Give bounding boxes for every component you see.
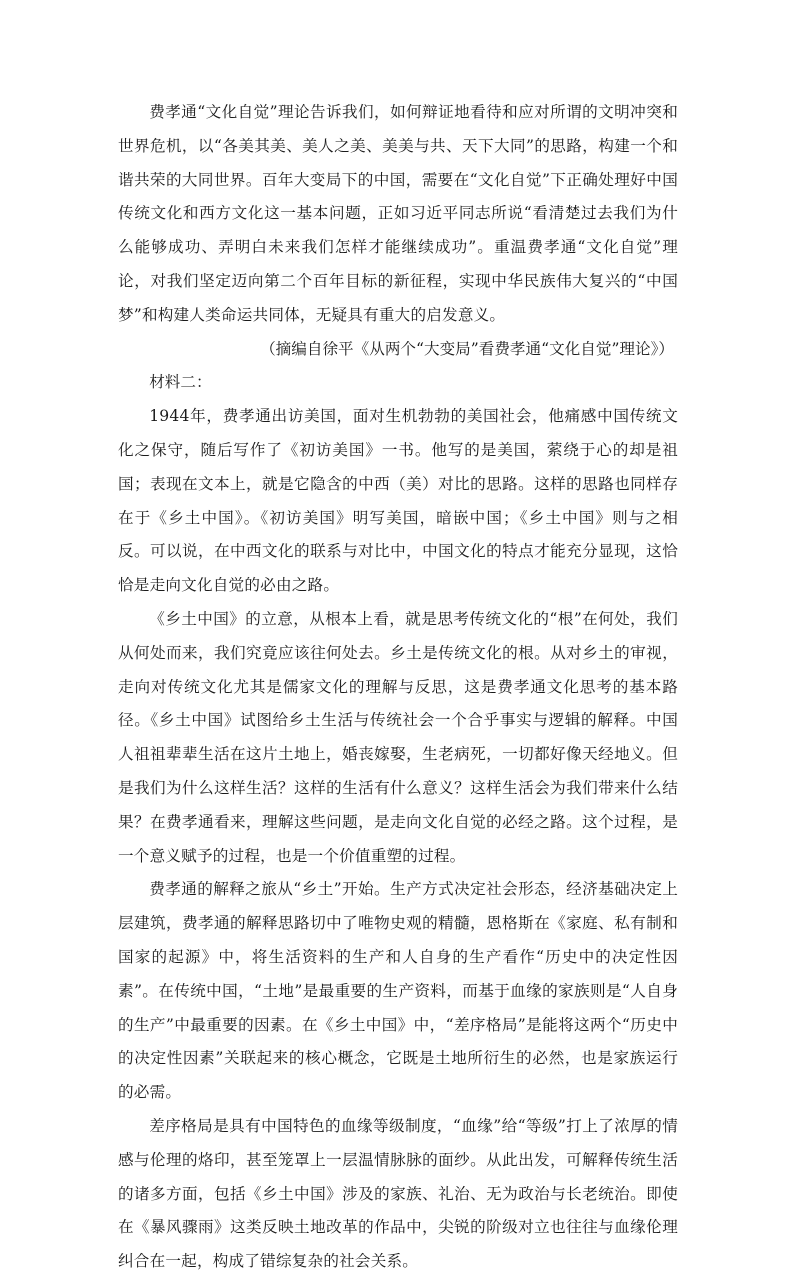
material-2-heading: 材料二： [149,373,212,392]
document-page [118,96,678,1279]
paragraph-3: 《乡土中国》的立意，从根本上看，就是思考传统文化的“根”在何处，我们从何处而来，我们究竟应该往何处去。乡土是传统文化的根。从对乡土的审视，走向对传统文化尤其是儒家文化的理解与反思，这是费孝通文化思考的基本路径。《乡土中国》试图给乡土生活与传统社会一个合乎事实与逻辑的解释。中国人祖祖辈辈生活在这片土地上，婚丧嫁娶，生老病死，一切都好像天经地义。但是我们为什么这样生活？这样的生活有什么意义？这样生活会为我们带来什么结果？在费孝通看来，理解这些问题，是走向文化自觉的必经之路。这个过程，是一个意义赋予的过程，也是一个价值重塑的过程。 [118,609,678,865]
paragraph-5: 差序格局是具有中国特色的血缘等级制度，“血缘”给“等级”打上了浓厚的情感与伦理的烙印，甚至笼罩上一层温情脉脉的面纱。从此出发，可解释传统生活的诸多方面，包括《乡土中国》涉及的家族、礼治、无为政治与长老统治。即使在《暴风骤雨》这类反映土地改革的作品中，尖锐的阶级对立也往往与血缘伦理纠合在一起，构成了错综复杂的社会关系。 [118,1116,678,1271]
paragraph-4: 费孝通的解释之旅从“乡土”开始。生产方式决定社会形态，经济基础决定上层建筑，费孝通的解释思路切中了唯物史观的精髓，恩格斯在《家庭、私有制和国家的起源》中，将生活资料的生产和人自身的生产看作“历史中的决定性因素”。在传统中国，“土地”是最重要的生产资料，而基于血缘的家族则是“人自身的生产”中最重要的因素。在《乡土中国》中，“差序格局”是能将这两个“历史中的决定性因素”关联起来的核心概念，它既是土地所衍生的必然，也是家族运行的必需。 [118,880,678,1102]
paragraph-1: 费孝通“文化自觉”理论告诉我们，如何辩证地看待和应对所谓的文明冲突和世界危机，以“各美其美、美人之美、美美与共、天下大同”的思路，构建一个和谐共荣的大同世界。百年大变局下的中国，需要在“文化自觉”下正确处理好中国传统文化和西方文化这一基本问题，正如习近平同志所说“看清楚过去我们为什么能够成功、弄明白未来我们怎样才能继续成功”。重温费孝通“文化自觉”理论，对我们坚定迈向第二个百年目标的新征程，实现中华民族伟大复兴的“中国梦”和构建人类命运共同体，无疑具有重大的启发意义。 [118,103,678,324]
paragraph-2: 1944年，费孝通出访美国，面对生机勃勃的美国社会，他痛感中国传统文化之保守，随后写作了《初访美国》一书。他写的是美国，萦绕于心的却是祖国；表现在文本上，就是它隐含的中西（美）对比的思路。这样的思路也同样存在于《乡土中国》。《初访美国》明写美国，暗嵌中国；《乡土中国》则与之相反。可以说，在中西文化的联系与对比中，中国文化的特点才能充分显现，这恰恰是走向文化自觉的必由之路。 [118,407,678,595]
citation: （摘编自徐平《从两个“大变局”看费孝通“文化自觉”理论》） [260,339,674,358]
